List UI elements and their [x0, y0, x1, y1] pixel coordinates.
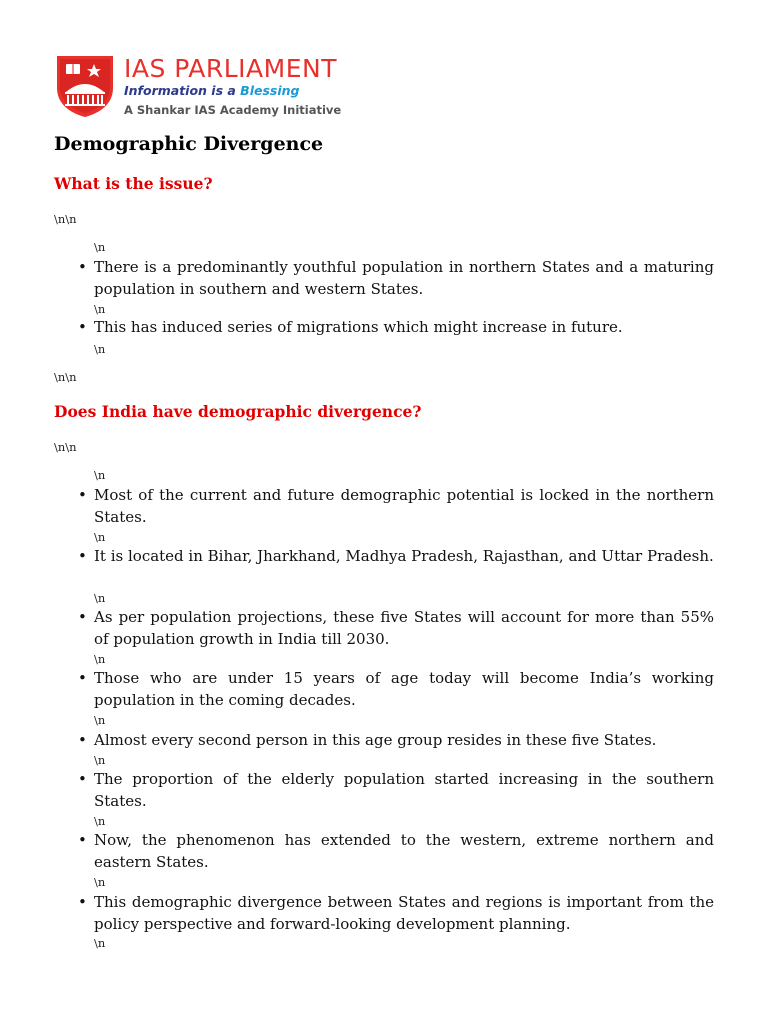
tagline-part1: Information is a: [124, 83, 241, 98]
escape-text: \n: [94, 468, 106, 482]
escape-text: \n: [94, 652, 106, 666]
list-item: Almost every second person in this age group resides in these five States.: [94, 731, 657, 749]
list-item: Now, the phenomenon has extended to the western, extreme northern and eastern States.: [94, 831, 714, 871]
bullet-marker: •: [78, 831, 87, 849]
bullet-marker: •: [78, 486, 87, 504]
list-item: This has induced series of migrations which might increase in future.: [94, 318, 623, 336]
list-item: There is a predominantly youthful population in northern States and a maturing population in southern and western States.: [94, 258, 714, 298]
bullet-marker: •: [78, 770, 87, 788]
escape-text: \n: [94, 240, 106, 254]
escape-text: \n\n: [54, 212, 77, 226]
escape-text: \n: [94, 814, 106, 828]
ias-parliament-logo: [54, 52, 341, 118]
list-item: The proportion of the elderly population started increasing in the southern States.: [94, 770, 714, 810]
brand-tagline: [124, 83, 341, 99]
bullet-marker: •: [78, 608, 87, 626]
escape-text: \n: [94, 302, 106, 316]
tagline-part2: Blessing: [240, 83, 300, 98]
page-title: Demographic Divergence: [54, 133, 324, 155]
list-item: This demographic divergence between States and regions is important from the policy perspective and forward-looking development planning.: [94, 893, 714, 933]
escape-text: \n: [94, 713, 106, 727]
escape-text: \n\n: [54, 370, 77, 384]
list-item: Those who are under 15 years of age today will become India’s working population in the coming decades.: [94, 669, 714, 709]
bullet-marker: •: [78, 893, 87, 911]
section-heading-issue: What is the issue?: [54, 174, 213, 193]
brand-name: IAS PARLIAMENT: [124, 54, 337, 83]
list-item: Most of the current and future demographic potential is locked in the northern States.: [94, 486, 714, 526]
bullet-marker: •: [78, 547, 87, 565]
escape-text: \n: [94, 591, 106, 605]
brand-initiative: A Shankar IAS Academy Initiative: [124, 103, 342, 117]
section-heading-divergence: Does India have demographic divergence?: [54, 402, 422, 421]
escape-text: \n: [94, 936, 106, 950]
logo-text: [124, 52, 341, 118]
escape-text: \n: [94, 342, 106, 356]
bullet-marker: •: [78, 318, 87, 336]
list-item: It is located in Bihar, Jharkhand, Madhya Pradesh, Rajasthan, and Uttar Pradesh.: [94, 547, 714, 565]
parliament-shield-icon: [54, 52, 116, 118]
bullet-marker: •: [78, 731, 87, 749]
bullet-marker: •: [78, 669, 87, 687]
list-item: As per population projections, these five States will account for more than 55% of population growth in India till 2030.: [94, 608, 714, 648]
escape-text: \n: [94, 753, 106, 767]
escape-text: \n\n: [54, 440, 77, 454]
escape-text: \n: [94, 875, 106, 889]
escape-text: \n: [94, 530, 106, 544]
bullet-marker: •: [78, 258, 87, 276]
